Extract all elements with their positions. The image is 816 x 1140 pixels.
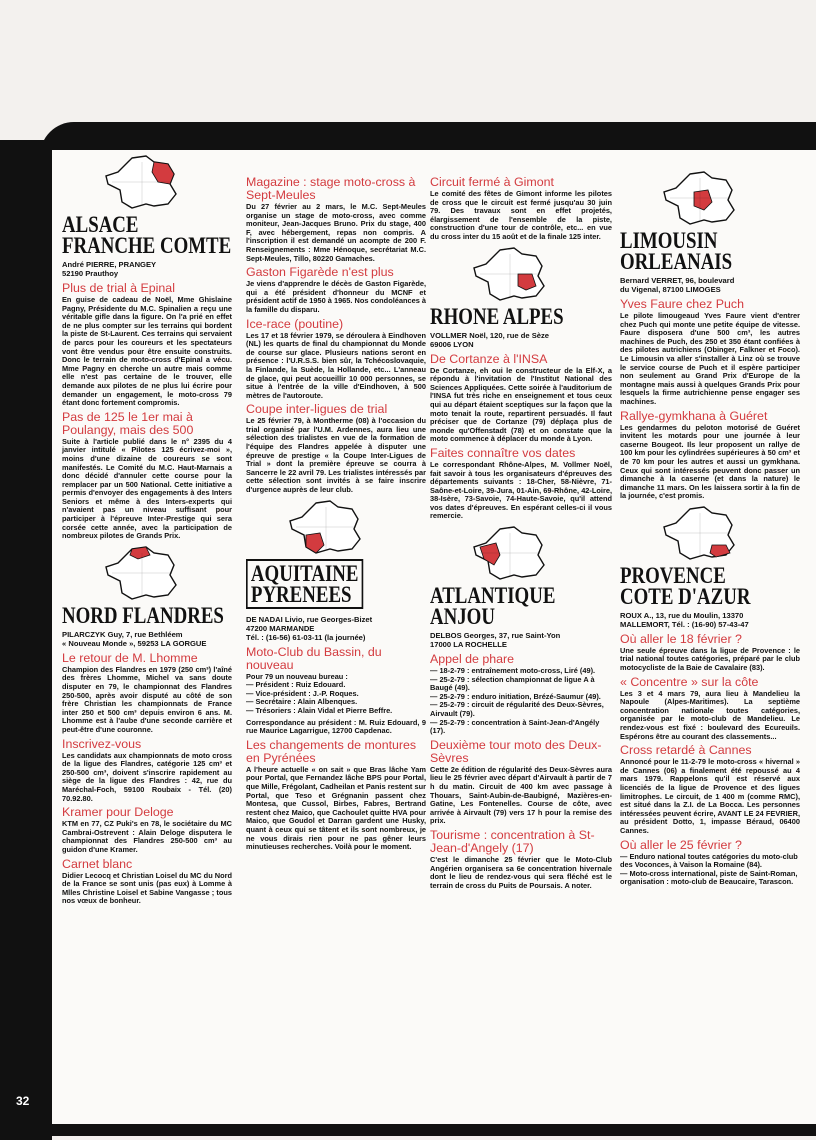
list-item: — Secrétaire : Alain Albenques. (246, 697, 358, 707)
region-contact (430, 331, 612, 349)
region-name-line1: AQUITAINE (250, 560, 359, 586)
contact-line: MALLEMORT, Tél. : (16-90) 57-43-47 (620, 619, 749, 629)
article-headline: Tourisme : concentration à St-Jean-d'Angely (17) (430, 827, 595, 855)
list-item: — 25-2-79 : enduro initiation, Brézé-Saumur (49). (430, 691, 601, 701)
contact-line: VOLLMER Noël, 120, rue de Sèze (430, 330, 550, 340)
list-item: — 25-2-79 : sélection championnat de ligue A à Baugé (49). (430, 674, 595, 693)
region-name-line2: FRANCHE COMTE (62, 233, 232, 258)
page-number: 32 (16, 1094, 30, 1108)
article-headline: Inscrivez-vous (62, 736, 142, 751)
france-map-icon (470, 246, 548, 302)
contact-line: 52190 Prauthoy (62, 269, 119, 278)
france-map-icon (286, 499, 364, 555)
article-body: Pour 79 un nouveau bureau : (246, 671, 348, 681)
region-name-line2: PYRENEES (250, 581, 352, 607)
article-body: Les gendarmes du peloton motorisé de Guéret invitent les motards pour une journée à leur caserne Bougeot. Ils leur proposent un rallye de 100 km pour les cylindrées supérieures à 50 cm³ et de 70 km pour les autres et aussi un gymkhana. Ceux qui sont intéressés peuvent donc passer un dimanche à la caserne (et dans la nature) le dimanche 11 mars. On les laissera sortir à la fin de la journée, c'est promis. (620, 422, 800, 501)
contact-line: 47200 MARMANDE (246, 623, 315, 633)
article-body: Le correspondant Rhône-Alpes, M. Vollmer Noël, fait savoir à tous les organisateurs d'épreuves des départements suivants : 18-Cher, 58-Nièvre, 71-Saône-et-Loire, 39-Jura, 01-Ain, 69-Rhône, 42-Loire, 38-Isère, 73-Savoie, 74-Haute-Savoie, qu'il attend vos dates d'épreuves. En espérant celles-ci il vous remercie. (430, 459, 612, 521)
column-1 (62, 150, 232, 909)
column-2 (246, 150, 426, 855)
contact-line: DELBOS Georges, 37, rue Saint-Yon (430, 631, 561, 641)
list-item: — 25-2-79 : concentration à Saint-Jean-d'Angély (17). (430, 717, 600, 736)
article-headline: Où aller le 18 février ? (620, 631, 742, 646)
article-body: Suite à l'article publié dans le n° 2395 du 4 janvier intitulé « Pilotes 125 écrivez-moi », moins d'une dizaine de coureurs se sont manifestés. Le Comité du M.C. Haut-Marnais a donc décidé d'annuler cette course pour la remplacer par un 500 National. Cette initiative a permis d'envoyer des engagements à des Inters Seniors et même à des Inters-experts qui n'avaient pas un niveau suffisant pour participer à l'épreuve Inter-Prestige qui sera corsée cette année, avec la participation de nombreux pilotes de Grands Prix. (62, 436, 232, 541)
region-contact (62, 260, 232, 278)
contact-line: 69006 LYON (430, 339, 474, 349)
france-map-icon (470, 525, 548, 581)
article-headline: Carnet blanc (62, 856, 133, 871)
article-headline: Kramer pour Deloge (62, 805, 174, 820)
region-title-alsace (62, 212, 232, 258)
list-item: — Moto-cross international, piste de Saint-Roman, organisation : moto-club de Beaucaire, Tarascon. (620, 868, 798, 887)
contact-line: DE NADAI Livio, rue Georges-Bizet (246, 614, 373, 624)
region-name-line1: ATLANTIQUE (430, 583, 556, 609)
article-headline: Gaston Figarède n'est plus (246, 265, 394, 280)
article-headline: De Cortanze à l'INSA (430, 351, 548, 366)
page-frame-bottom (0, 1122, 816, 1136)
article-headline: Le retour de M. Lhomme (62, 650, 198, 665)
article-headline: Ice-race (poutine) (246, 316, 344, 331)
region-name-line2: COTE D'AZUR (620, 583, 751, 609)
article-body: C'est le dimanche 25 février que le Moto-Club Angérien organisera sa 6e concentration hivernale dont le lieu de rendez-vous qui sera fléché est le terrain de cross du Puits de Poursais. A noter. (430, 854, 612, 890)
article-body: Les 17 et 18 février 1979, se déroulera à Eindhoven (NL) les quarts de final du championnat du Monde de course sur glace. Plusieurs nations seront en présence : l'U.R.S.S. bien sûr, la Tchécoslovaquie, la Finlande, la Suède, la Hollande, etc... L'anneau de glace, qui peut accueillir 10 000 personnes, se situe à l'entrée de la ville d'Eindhoven, à 500 mètres de l'autoroute. (246, 330, 426, 400)
france-map-icon (102, 545, 180, 601)
region-title-nord (62, 602, 224, 628)
region-title-limousin (620, 230, 768, 272)
article-headline: Circuit fermé à Gimont (430, 175, 554, 189)
region-title-atlantique (430, 583, 579, 630)
article-body: Les candidats aux championnats de moto cross de la ligue des Flandres, catégorie 125 cm³ et 250-500 cm³, doivent s'inscrire rapidement au siège de la ligue des Flandres : 42, rue du Maréchal-Foch, 59100 Roubaix - Tél. (20) 70.92.80. (62, 750, 232, 803)
event-list (430, 667, 612, 736)
region-name-line1: ALSACE (62, 212, 139, 237)
list-item: — Vice-président : J.-P. Roques. (246, 688, 359, 698)
region-contact (620, 611, 800, 629)
france-map-icon (102, 154, 180, 210)
list-item: — 25-2-79 : circuit de régularité des Deux-Sèvres, Airvault (79). (430, 700, 604, 719)
contact-line: ROUX A., 13, rue du Moulin, 13370 (620, 610, 744, 620)
bureau-list (246, 681, 426, 715)
region-title-rhone (430, 303, 579, 329)
contact-line: PILARCZYK Guy, 7, rue Bethléem (62, 629, 183, 639)
region-name-line2: ORLEANAIS (620, 249, 733, 274)
article-headline: Rallye-gymkhana à Guéret (620, 408, 768, 423)
article-body: Annoncé pour le 11-2-79 le moto-cross « hivernal » de Cannes (06) a finalement été repoussé au 4 mars 1979. Rappelons qu'il est réservé aux licenciés de la ligue de Provence et des ligues limitrophes. Le circuit, de 1 400 m (comme RMC), est situé dans la Z.I. de La Bocca. Les personnes intéressées peuvent écrire, AVANT LE 24 FEVRIER, au président Dotto, 1, impasse Béraud, 06400 Cannes. (620, 757, 800, 835)
region-title-provence (620, 562, 768, 609)
page-frame-left (0, 140, 52, 1140)
column-3 (430, 150, 612, 893)
list-item: — Trésoriers : Alain Vidal et Pierre Beffre. (246, 706, 393, 715)
list-item: — Enduro national toutes catégories du moto-club des Voconces, à Vaison la Romaine (84). (620, 851, 798, 870)
contact-line: du Vigenal, 87100 LIMOGES (620, 285, 721, 294)
article-body: Correspondance au président : M. Ruiz Edouard, 9 rue Maurice Lagarrigue, 12700 Capdenac. (246, 717, 426, 736)
article-headline: Où aller le 25 février ? (620, 837, 742, 852)
region-name-line1: PROVENCE (620, 562, 726, 588)
article-headline: Deuxième tour moto des Deux-Sèvres (430, 737, 602, 765)
region-contact (430, 631, 612, 649)
france-map-icon (660, 170, 738, 226)
article-headline: Magazine : stage moto-cross à Sept-Meules (246, 175, 416, 202)
article-body: Le 25 février 79, à Montherme (08) à l'occasion du trial organisé par l'U.M. Ardennes, aura lieu une sélection des trialistes en vue de la formation de l'équipe des Flandres appelée à disputer une épreuve de prestige « la Coupe Inter-Ligues de Trial » dont la première épreuve se courra à Sancerre le 22 avril 79. Les trialistes intéressés par cette sélection sont invités à se faire inscrire d'urgence auprès de leur club. (246, 416, 426, 495)
article-headline: Les changements de montures en Pyrénées (246, 737, 417, 765)
contact-line: André PIERRE, PRANGEY (62, 260, 157, 269)
article-headline: Faites connaître vos dates (430, 445, 576, 460)
article-headline: Plus de trial à Epinal (62, 281, 175, 295)
article-body: Le pilote limougeaud Yves Faure vient d'entrer chez Puch qui monte une petite équipe de vitesse. Faure disposera d'une 500 cm³, les autres machines de Puch, des 250 et 350 étant confiées à des pilotes autrichiens (Obinger, Falkner et Foco). Le Limousin va aller s'installer à Linz où se trouve le service course de Puch et il espère participer non seulement au Grand Prix d'Europe de la montagne mais aussi à quelques Grands Prix pour lesquels la firme autrichienne pense engager ses machines. (620, 311, 800, 406)
contact-line: Tél. : (16-56) 61-03-11 (la journée) (246, 632, 366, 642)
region-contact (620, 276, 800, 294)
article-headline: Cross retardé à Cannes (620, 743, 752, 758)
article-body: De Cortanze, eh oui le constructeur de la Elf-X, a répondu à l'invitation de l'Institut National des Sciences Appliquées. Cette soirée à l'auditorium de l'INSA fut très riche en enseignement et tous ceux qui au départ étaient sceptiques sur la façon que la moto tenait la route, repartirent persuadés. Il faut préciser que de Cortanze (79) déplaça plus de monde qu'Offenstadt (78) et on constate que la moto commence à déplacer du monde à Lyon. (430, 365, 612, 444)
region-contact (246, 615, 426, 642)
article-body: Champion des Flandres en 1979 (250 cm³) l'aîné des frères Lhomme, Michel va sans doute disputer en 79, le championnat des Flandres 250-500, après avoir disputé au côté de son frère Christian les championnats de France inter 250 et 500 cm³ depuis environ 6 ans. M. Lhomme est à l'aube d'une seconde carrière et peut-être d'une couronne. (62, 664, 232, 734)
region-contact (62, 630, 232, 648)
article-body: Cette 2e édition de régularité des Deux-Sèvres aura lieu le 25 février avec départ d'Airvault à partir de 7 h du matin. Circuit de 400 km avec passage à Thouars, Saint-Aubin-de-Baubigné, Mazières-en-Gatine, Les Fontenelles. Course de côte, avec arrivée à Airvault (79) vers 17 h pour la remise des prix. (430, 764, 612, 826)
article-headline: Coupe inter-ligues de trial (246, 402, 388, 417)
region-name-line2: ANJOU (430, 604, 495, 630)
column-4 (620, 150, 800, 890)
article-body: Une seule épreuve dans la ligue de Provence : le trial national toutes catégories, préparé par le club motocycliste de la Baie de Cavalaire (83). (620, 645, 800, 673)
region-title-aquitaine (246, 559, 363, 609)
article-body: Je viens d'apprendre le décès de Gaston Figarède, qui a été président d'honneur du MCNF et président actif de 1950 à 1965. Nos condoléances à la famille du disparu. (246, 279, 426, 314)
article-body: En guise de cadeau de Noël, Mme Ghislaine Pagny, Présidente du M.C. Spinalien a reçu une véritable gifle dans la figure. On l'a prié en effet de ne plus compter sur les terrains qui bordent la piste de St-Laurent. Ces terrains qui servaient de parcs pour les coureurs et les spectateurs vont être vendus pour être ensuite construits. Donc le terrain de moto-cross d'Epinal a vécu. Mme Pagny en cherche un autre mais comme elle n'est pas certaine de le trouver, elle demande aux pilotes de ne plus lui écrire pour demander un engagement, le moto-cross 79 étant donc fortement compromis. (62, 295, 232, 408)
contact-line: « Nouveau Monde », 59253 LA GORGUE (62, 638, 207, 648)
france-map-icon (660, 505, 738, 561)
article-body: Le comité des fêtes de Gimont informe les pilotes de cross que le circuit est fermé jusqu'au 30 juin 79. Des travaux sont en effet projetés, élargissement de l'ensemble de la piste, construction d'une tour de contrôle, etc... en vue du cross inter du 15 août et de la finale 125 inter. (430, 189, 612, 241)
article-body: Les 3 et 4 mars 79, aura lieu à Mandelieu la Napoule (Alpes-Maritimes). La septième concentration nationale toutes catégories, organisée par le moto-club de Mandelieu. Le rendez-vous est fixé : boulevard des Ecureuils. Espérons être au courant des classements... (620, 688, 800, 741)
region-name-line1: LIMOUSIN (620, 228, 718, 253)
article-body: KTM en 77, CZ Puki's en 78, le sociétaire du MC Cambrai-Ostrevent : Alain Deloge disputera le championnat des Flandres 250-500 cm³ au guidon d'une Kramer. (62, 819, 232, 854)
contact-line: 17000 LA ROCHELLE (430, 640, 507, 650)
article-headline: Moto-Club du Bassin, du nouveau (246, 644, 382, 672)
article-body: Didier Lecocq et Christian Loisel du MC du Nord de la France se sont unis (pas eux) à Lomme à Mlles Christine Loisel et Sabine Vangasse ; tous nos vœux de bonheur. (62, 870, 232, 906)
event-list (620, 853, 800, 887)
list-item: — Président : Ruiz Edouard. (246, 680, 346, 690)
article-headline: « Concentre » sur la côte (620, 674, 759, 689)
article-body: Du 27 février au 2 mars, le M.C. Sept-Meules organise un stage de moto-cross, avec comme moniteur, Jean-Jacques Bruno. Prix du stage, 400 F, avec hébergement, repas non compris. A l'inscription il est demandé un acompte de 200 F. Renseignements : Mme Hénoque, secrétariat M.C. Sept-Meules, Tillo, 80220 Gamaches. (246, 202, 426, 263)
list-item: — 18-2-79 : entraînement moto-cross, Liré (49). (430, 666, 596, 676)
article-headline: Yves Faure chez Puch (620, 297, 744, 311)
article-headline: Pas de 125 le 1er mai à Poulangy, mais des 500 (62, 409, 194, 437)
contact-line: Bernard VERRET, 96, boulevard (620, 276, 735, 285)
article-body: A l'heure actuelle « on sait » que Bras lâche Yam pour Portal, que Fernandez lâche BPS pour Portal, que Mille, Frégolant, Cadheilan et Panis restent sur Portal, que Teso et Grégnanin passent chez Montesa, que Cussol, Birbes, Fabres, Bertrand restent chez Maico, que Cachoulet quitte HVA pour Maico, que Goudol et Darran gardent une Husky, quant à ceux qui se tâtent et ils sont nombreux, je ne vous dirais rien pour ne pas gêner leurs minutieuses recherches. Voilà pour le moment. (246, 764, 426, 852)
region-name-line1: RHONE ALPES (430, 303, 564, 329)
page-content (52, 150, 816, 1124)
region-name-line1: NORD FLANDRES (62, 602, 224, 628)
article-headline: Appel de phare (430, 652, 515, 667)
